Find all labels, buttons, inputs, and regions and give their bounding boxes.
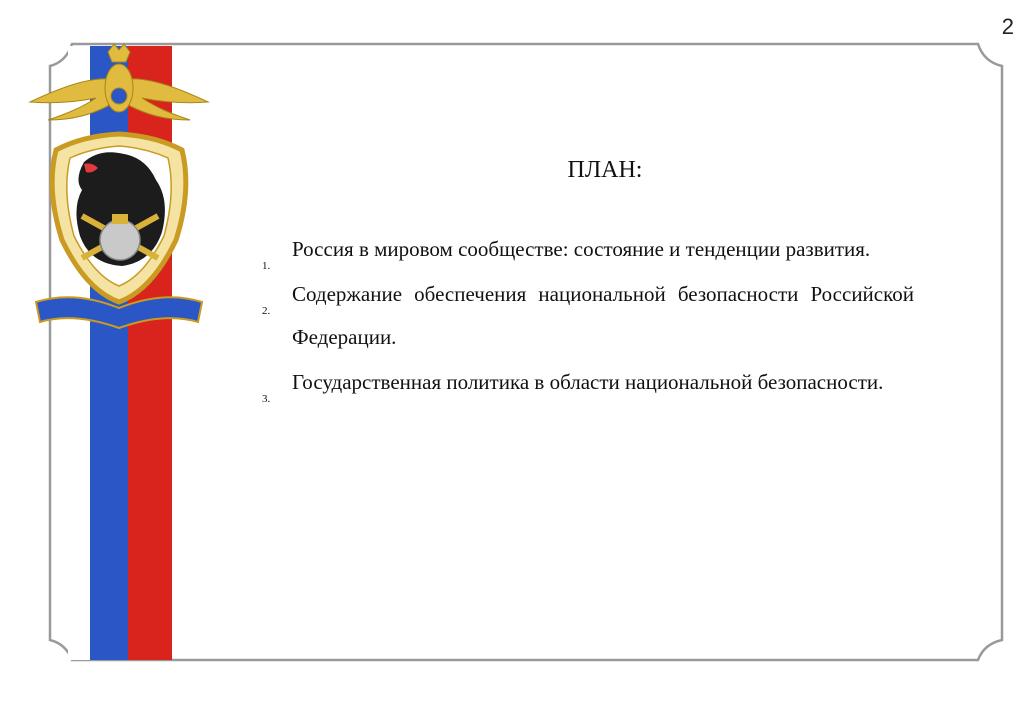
plan-item	[262, 361, 914, 404]
coat-of-arms-icon	[26, 40, 212, 340]
slide-title: ПЛАН:	[567, 157, 643, 183]
plan-item-number: 3.	[262, 393, 271, 405]
plan-item-number: 1.	[262, 260, 271, 272]
plan-item-number: 2.	[262, 305, 271, 317]
plan-list	[262, 228, 914, 406]
plan-item	[262, 228, 914, 271]
plan-item-text: Россия в мировом сообществе: состояние и тенденции развития.	[292, 237, 871, 261]
plan-item-text: Содержание обеспечения национальной безопасности Российской Федерации.	[292, 282, 914, 349]
plan-item-text: Государственная политика в области национальной безопасности.	[292, 370, 884, 394]
plan-item	[262, 273, 914, 359]
page-number: 2	[1001, 14, 1014, 39]
